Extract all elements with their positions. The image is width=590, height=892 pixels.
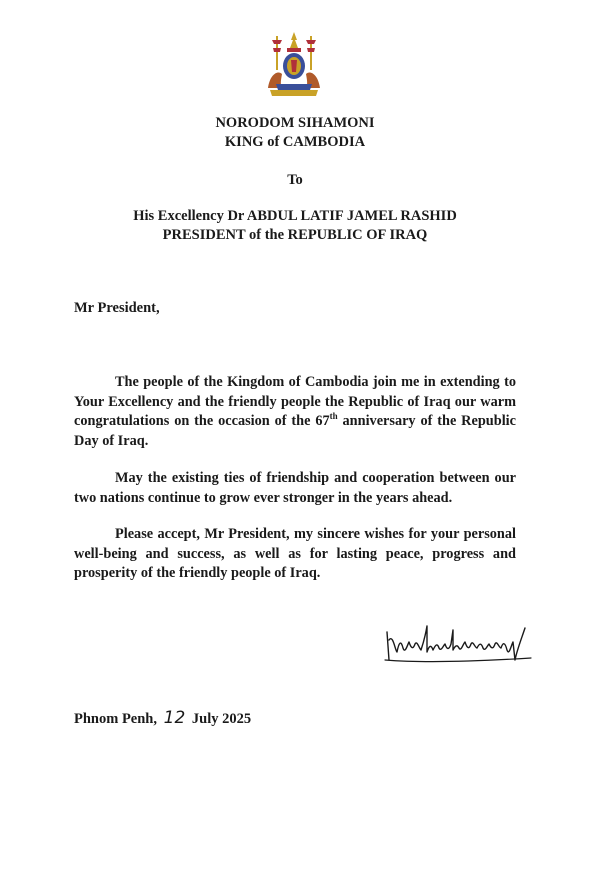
ordinal-suffix: th [329,411,338,422]
sender-name: NORODOM SIHAMONI [215,115,375,131]
paragraph-1-text: The people of the Kingdom of Cambodia join me in extending to Your Excellency and the friendly people the Republic of Iraq our warm congratulations on the occasion of the 67 [74,374,516,429]
to-label: To [287,172,303,188]
paragraph-1-text-end: anniversary of the Republic Day of Iraq. [74,413,516,449]
body-paragraph-2: May the existing ties of friendship and cooperation between our two nations continue to grow ever stronger in the years ahead. [74,470,516,506]
place-text: Phnom Penh, [74,711,157,727]
royal-coat-of-arms-emblem [262,30,326,98]
date-line [74,708,251,728]
body-paragraph-1 [74,373,516,451]
handwritten-day: 12 [163,708,186,728]
sender-title: KING of CAMBODIA [224,134,366,150]
handwritten-signature [383,620,533,668]
body-paragraph-3: Please accept, Mr President, my sincere wishes for your personal well-being and success, as well as for lasting peace, progress and prosperity of the friendly people of Iraq. [74,526,516,581]
recipient-name: His Excellency Dr ABDUL LATIF JAMEL RASHID [133,208,457,224]
salutation: Mr President, [74,300,160,316]
month-year-text: July 2025 [191,711,252,727]
recipient-title: PRESIDENT of the REPUBLIC OF IRAQ [162,227,428,243]
